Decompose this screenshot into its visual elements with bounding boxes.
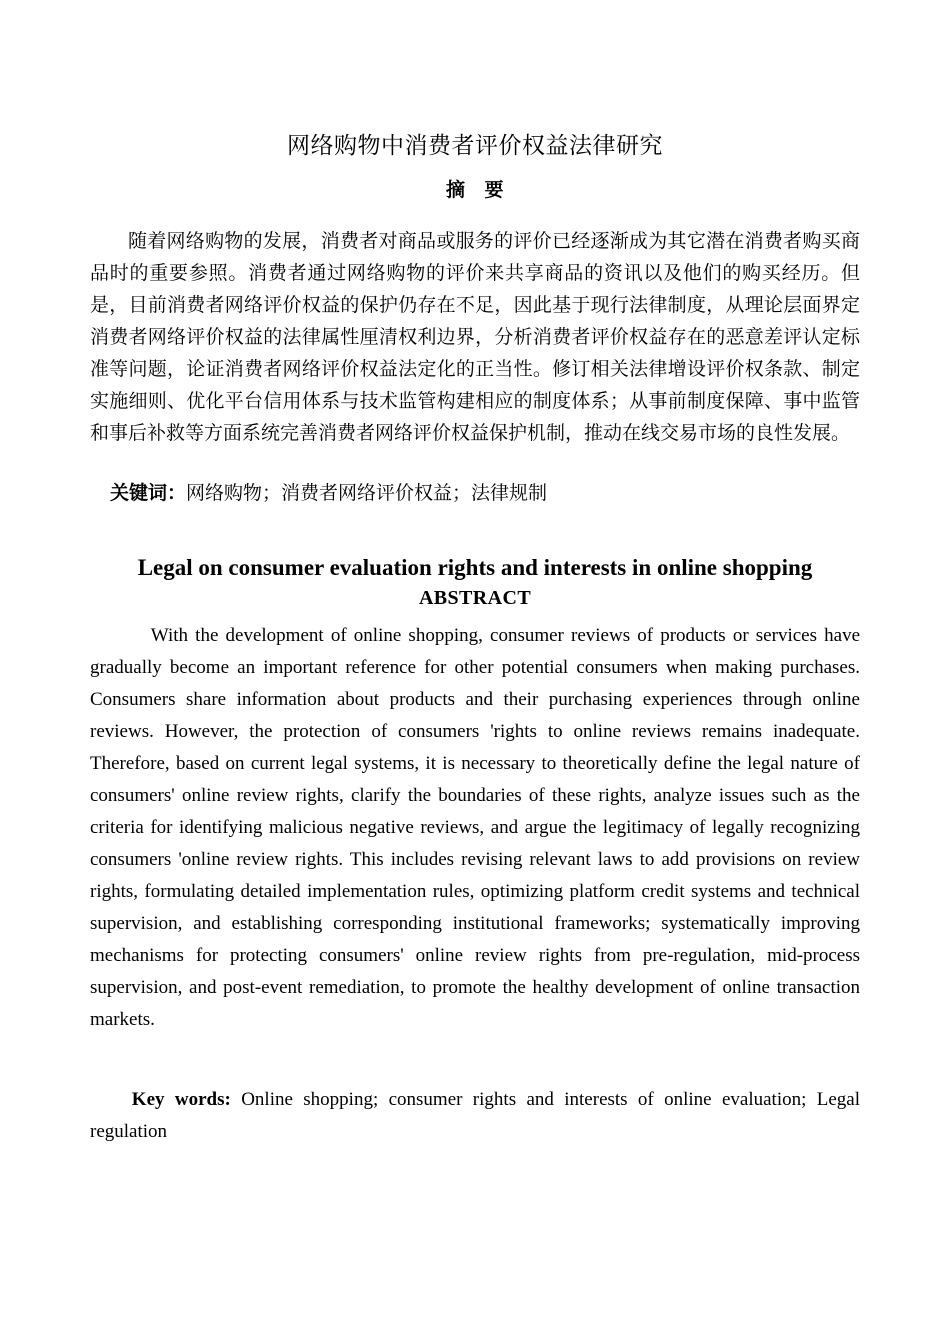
keywords-english: [90, 1036, 860, 1148]
abstract-body-english: With the development of online shopping, consumer reviews of products or services have gradually become an important reference for other potential consumers when making purchases. Consumers share information about products and their purchasing experiences through online reviews. However, the protection of consumers 'rights to online reviews remains inadequate. Therefore, based on current legal systems, it is necessary to theoretically define the legal nature of consumers' online review rights, clarify the boundaries of these rights, analyze issues such as the criteria for identifying malicious negative reviews, and argue the legitimacy of legally recognizing consumers 'online review rights. This includes revising relevant laws to add provisions on review rights, formulating detailed implementation rules, optimizing platform credit systems and technical supervision, and establishing corresponding institutional frameworks; systematically improving mechanisms for protecting consumers' online review rights from pre-regulation, mid-process supervision, and post-event remediation, to promote the healthy development of online transaction markets.: [90, 625, 860, 1031]
keywords-chinese: [90, 450, 860, 510]
abstract-body-chinese: 随着网络购物的发展，消费者对商品或服务的评价已经逐渐成为其它潜在消费者购买商品时的重要参照。消费者通过网络购物的评价来共享商品的资讯以及他们的购买经历。但是，目前消费者网络评价权益的保护仍存在不足，因此基于现行法律制度，从理论层面界定消费者网络评价权益的法律属性厘清权利边界，分析消费者评价权益存在的恶意差评认定标准等问题，论证消费者网络评价权益法定化的正当性。修订相关法律增设评价权条款、制定实施细则、优化平台信用体系与技术监管构建相应的制度体系；从事前制度保障、事中监管和事后补救等方面系统完善消费者网络评价权益保护机制，推动在线交易市场的良性发展。: [90, 231, 860, 445]
keywords-label-english: Key words:: [131, 1089, 231, 1111]
abstract-heading-english: ABSTRACT: [418, 587, 532, 610]
abstract-heading-char-1: 摘: [445, 180, 466, 202]
keywords-label-chinese: 关键词：: [110, 483, 187, 505]
abstract-heading-chinese: [90, 161, 860, 202]
keywords-value-chinese: 网络购物；消费者网络评价权益；法律规制: [186, 483, 548, 505]
page-title-english: Legal on consumer evaluation rights and interests in online shopping: [137, 555, 813, 581]
abstract-heading-char-2: 要: [484, 180, 505, 202]
keywords-value-english: Online shopping; consumer rights and interests of online evaluation; Legal regulation: [90, 1089, 861, 1143]
page-title-chinese: 网络购物中消费者评价权益法律研究: [287, 132, 663, 158]
